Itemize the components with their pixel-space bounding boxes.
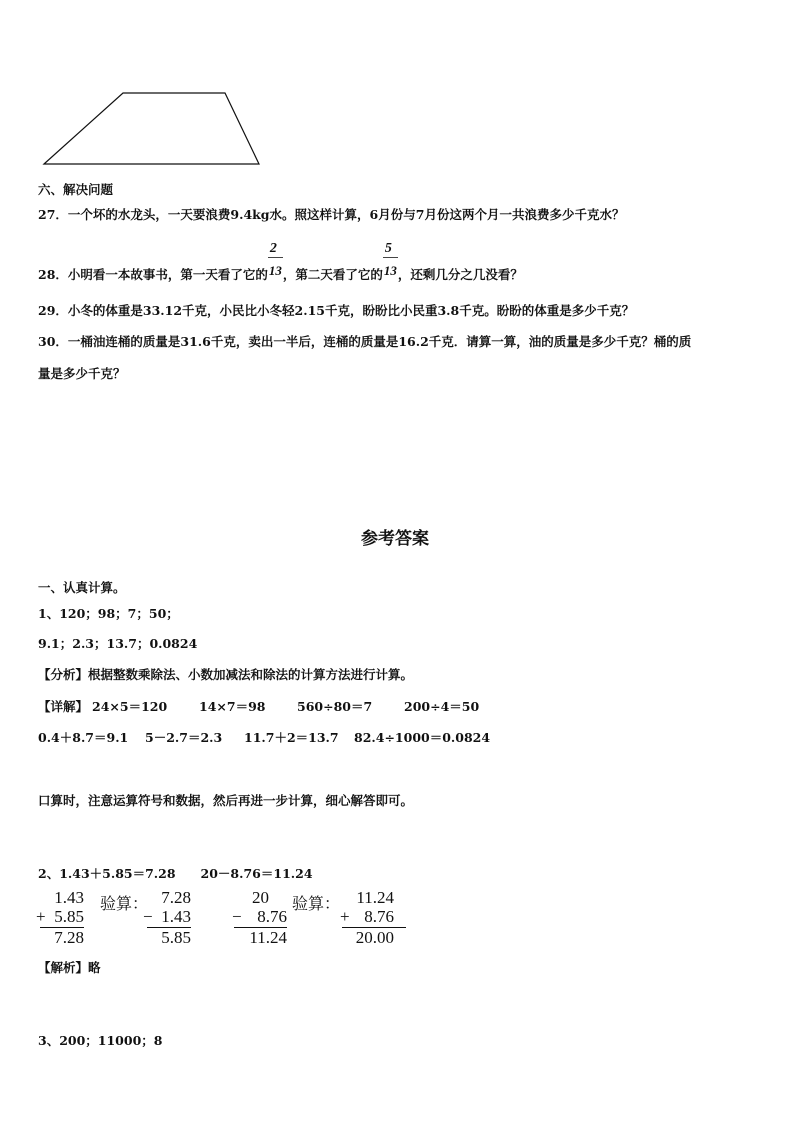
detail-eq: 14×7＝98 — [199, 699, 266, 714]
q28-prefix: 28．小明看一本故事书，第一天看了它的 — [38, 267, 268, 282]
analysis-label: 【分析】 — [38, 667, 89, 682]
calc-top: 11.24 — [356, 888, 394, 907]
vertical-calc-2 — [232, 888, 287, 948]
vertical-calc-1 — [36, 888, 84, 948]
calc-operator: + — [36, 907, 46, 926]
trapezoid-figure — [40, 90, 270, 170]
answer-1-line1: 1、120；98；7；50； — [38, 606, 179, 621]
calc-operator: − — [143, 907, 153, 926]
vertical-check-2 — [340, 888, 406, 948]
calc-bottom: 1.43 — [161, 907, 191, 926]
detail-eq: 5－2.7＝2.3 — [145, 730, 223, 745]
fraction-denominator: 13 — [268, 263, 282, 278]
check-label: 验算： — [292, 894, 341, 913]
detail-eq: 24×5＝120 — [92, 699, 168, 714]
question-30-line1: 30．一桶油连桶的质量是31.6千克，卖出一半后，连桶的质量是16.2千克．请算一算，油的质量是多少千克？桶的质 — [38, 334, 692, 349]
calc-bottom: 8.76 — [257, 907, 287, 926]
fraction-5-13 — [383, 241, 398, 279]
q28-middle: ，第二天看了它的 — [282, 267, 383, 282]
detail-eq: 11.7＋2＝13.7 — [244, 730, 339, 745]
fraction-denominator: 13 — [383, 263, 397, 278]
fraction-bar — [383, 257, 398, 258]
calc-bottom: 5.85 — [54, 907, 84, 926]
calc-result: 11.24 — [249, 928, 287, 947]
answers-title: 参考答案 — [361, 529, 429, 549]
calc-top: 7.28 — [161, 888, 191, 907]
analysis-text: 根据整数乘除法、小数加减法和除法的计算方法进行计算。 — [88, 667, 414, 682]
detail-eq: 0.4＋8.7＝9.1 — [38, 730, 129, 745]
calc-bottom: 8.76 — [364, 907, 394, 926]
calc-operator: + — [340, 907, 350, 926]
fraction-2-13 — [268, 241, 283, 279]
calc-result: 5.85 — [161, 928, 191, 947]
jiexi-text: 略 — [88, 960, 101, 975]
check-label: 验算： — [100, 894, 149, 913]
fraction-bar — [268, 257, 283, 258]
analysis-line — [38, 665, 413, 683]
vertical-check-1 — [143, 888, 191, 948]
question-30-line2: 量是多少千克？ — [38, 366, 126, 381]
fraction-numerator: 2 — [269, 241, 277, 256]
question-27: 27．一个坏的水龙头，一天要浪费9.4kg水。照这样计算，6月份与7月份这两个月一共浪费多少千克水？ — [38, 207, 625, 222]
answer-1-line2: 9.1；2.3；13.7；0.0824 — [38, 636, 198, 651]
question-29: 29．小冬的体重是33.12千克，小民比小冬轻2.15千克，盼盼比小民重3.8千克。盼盼的体重是多少千克？ — [38, 303, 635, 318]
jiexi-label: 【解析】 — [38, 960, 89, 975]
fraction-numerator: 5 — [384, 241, 392, 256]
q28-suffix: ，还剩几分之几没看？ — [397, 267, 523, 282]
calc-top: 20 — [252, 888, 269, 907]
answer-3-line: 3、200；11000；8 — [38, 1033, 163, 1048]
detail-eq: 200÷4＝50 — [404, 699, 480, 714]
calc-result: 20.00 — [355, 928, 394, 947]
tip-line: 口算时，注意运算符号和数据，然后再进一步计算，细心解答即可。 — [38, 793, 414, 808]
section6-heading: 六、解决问题 — [38, 182, 114, 197]
part1-heading: 一、认真计算。 — [38, 580, 126, 595]
detail-label: 【详解】 — [38, 699, 89, 714]
calc-result: 7.28 — [54, 928, 84, 947]
trapezoid-shape — [44, 93, 259, 164]
detail-eq: 560÷80＝7 — [297, 699, 373, 714]
detail-eq: 82.4÷1000＝0.0824 — [354, 730, 491, 745]
calc-top: 1.43 — [54, 888, 84, 907]
jiexi-line — [38, 958, 101, 976]
question-28 — [38, 241, 523, 283]
answer-2-line: 2、1.43＋5.85＝7.28 20－8.76＝11.24 — [38, 866, 313, 881]
calc-operator: − — [232, 907, 242, 926]
